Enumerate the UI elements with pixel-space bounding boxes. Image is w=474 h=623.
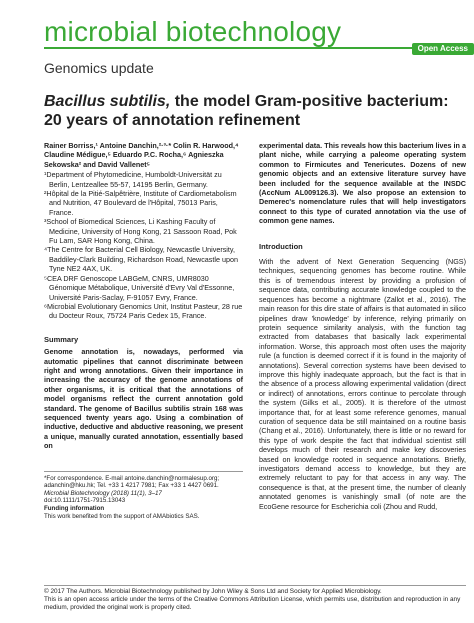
affiliation-2: ²Hôpital de la Pitié-Salpêtrière, Institute of Cardiometabolism and Nutrition, 47 Boulevard de l'Hôpital, 75013 Paris, France. [44, 189, 237, 217]
summary-continued: experimental data. This reveals how this bacterium lives in a plant niche, while carrying a paleome operating system common to Firmicutes and Tenericutes. Dozens of new genomic objects and an extensive literature survey have been included for the sequence available at the INSDC (AccNum AL009126.3). We also propose an extension to Demerec's nomenclature rules that will help investigators connect to this type of curated annotation via the use of common gene names. [259, 141, 466, 226]
footnote-rule [44, 471, 243, 472]
affiliation-1: ¹Department of Phytomedicine, Humboldt-Universität zu Berlin, Lentzeallee 55-57, 14195 Berlin, Germany. [44, 170, 222, 189]
intro-text: With the advent of Next Generation Sequencing (NGS) techniques, sequencing genomes has become routine. While this is of tremendous interest by providing a profusion of sequence data, contributing accurate knowledge coupled to the sequences has become a nightmare (Zallot et al., 2016). The main reason for this dire state of affairs is that automated in silico pipelines draw 'knowledge' by inference, relying primarily on protein sequence similarity analysis, with the function tag extracted from databases that basically lack experimental information. Worse, this approach most often uses the majority rule (a function is deemed correct if it is found in the majority of annotations). Several correction systems have been devised to improve this highly inadequate approach, but the fact is that in the absence of a process allowing experimental validation (direct or indirect) of annotations, errors continue to percolate through the system (Gilks et al., 2005). It is therefore of the utmost importance that, for at least some reference genomes, manual curation of sequence data be still maintained on a routine basis (Chang et al., 2016). Unfortunately, there is little or no reward for this type of work despite the fact that individual scientist still develops much of their research and make key discoveries based on knowledge rooted in sequence annotations. Briefly, investigators demand access to knowledge, but they are extremely reluctant to pay for that access in any way. The consequence is that, at the present time, the number of cleanly annotated genomes is vanishingly small (of note are the EcoGene resource for Escherichia coli (Zhou and Rudd, [259, 257, 466, 511]
affiliation-5: ⁵CEA DRF Genoscope LABGeM, CNRS, UMR8030 Génomique Métabolique, Université d'Evry Val d'Essonne, Université Paris-Saclay, F-91057 Evry, France. [44, 273, 235, 302]
page-footer [44, 588, 466, 611]
footer-rule [44, 585, 466, 586]
summary-text: Genome annotation is, nowadays, performed via automatic pipelines that cannot discriminate between right and wrong annotations. Given their importance in increasing the accuracy of the genome annotations of other organisms, it is critical that the annotations of model organisms reflect the current annotation gold standard. The genome of Bacillus subtilis strain 168 was sequenced twenty years ago. Using a combination of inductive, deductive and abductive reasoning, we present a unique, manually curated annotation, essentially based on [44, 347, 243, 451]
summary-heading: Summary [44, 334, 79, 344]
left-column [44, 141, 243, 520]
title-species: Bacillus subtilis, [44, 93, 171, 110]
correspondence: *For correspondence. E-mail antoine.danchin@normalesup.org; adanchin@hku.hk; Tel. +33 1 4217 7981; Fax +33 1 4427 0691. [44, 474, 220, 490]
citation: Microbial Biotechnology (2018) 11(1), 3–17 [44, 489, 162, 497]
intro-section [259, 257, 466, 511]
open-access-badge: Open Access [412, 43, 474, 55]
intro-heading: Introduction [259, 241, 303, 251]
doi: doi:10.1111/1751-7915.13043 [44, 497, 126, 505]
license: This is an open access article under the terms of the Creative Commons Attribution License, which permits use, distribution and reproduction in any medium, provided the original work is properly cited. [44, 595, 461, 611]
funding-heading: Funding information [44, 504, 105, 512]
article-title [44, 92, 464, 130]
affiliations [44, 170, 243, 321]
header-rule [44, 47, 474, 49]
section-label: Genomics update [44, 60, 154, 76]
affiliation-4: ⁴The Centre for Bacterial Cell Biology, Newcastle University, Baddiley-Clark Building, Richardson Road, Newcastle upon Tyne NE2 4AX, UK. [44, 245, 238, 274]
footnotes [44, 475, 243, 521]
funding-text: This work benefited from the support of AMAbiotics SAS. [44, 512, 200, 520]
title-rest: the model Gram-positive bacterium: 20 years of annotation refinement [44, 93, 449, 129]
journal-title: microbial biotechnology [44, 16, 342, 47]
affiliation-3: ³School of Biomedical Sciences, Li Kashing Faculty of Medicine, University of Hong Kong, 21 Sassoon Road, Pok Fu Lam, SAR Hong Kong, China. [44, 217, 237, 246]
copyright: © 2017 The Authors. Microbial Biotechnology published by John Wiley & Sons Ltd and Society for Applied Microbiology. [44, 588, 382, 595]
affiliation-6: ⁶Microbial Evolutionary Genomics Unit, Institut Pasteur, 28 rue du Docteur Roux, 75724 Paris Cedex 15, France. [44, 301, 243, 321]
author-list: Rainer Borriss,¹ Antoine Danchin,²·³·* Colin R. Harwood,⁴ Claudine Médigue,⁵ Eduardo P.C. Rocha,⁶ Agnieszka Sekowska² and David Vallenet⁵ [44, 141, 239, 169]
right-column [259, 141, 466, 511]
